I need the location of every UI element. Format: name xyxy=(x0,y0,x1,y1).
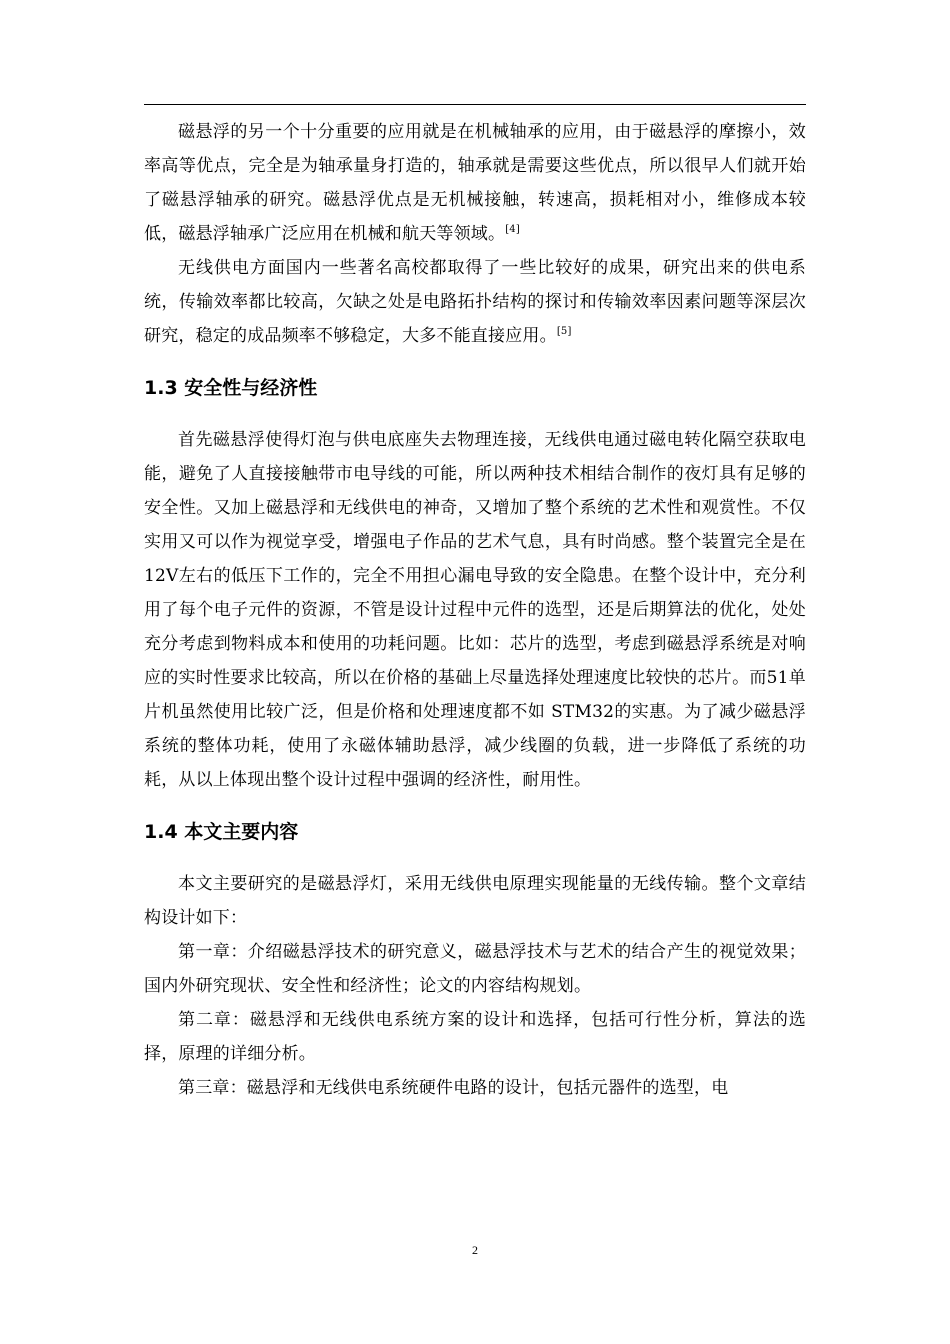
paragraph-wireless-power: 无线供电方面国内一些著名高校都取得了一些比较好的成果，研究出来的供电系统，传输效率都比较高，欠缺之处是电路拓扑结构的探讨和传输效率因素问题等深层次研究，稳定的成品频率不够稳定，大多不能直接应用。[5] xyxy=(144,258,806,346)
section-heading-1-3: 1.3 安全性与经济性 xyxy=(144,377,318,399)
paragraph-overview: 本文主要研究的是磁悬浮灯，采用无线供电原理实现能量的无线传输。整个文章结构设计如下： xyxy=(144,874,806,928)
page-content xyxy=(144,115,806,1105)
header-rule xyxy=(144,104,806,105)
citation-ref: [4] xyxy=(505,224,520,235)
citation-ref: [5] xyxy=(556,326,572,337)
paragraph-magnetic-bearing: 磁悬浮的另一个十分重要的应用就是在机械轴承的应用，由于磁悬浮的摩擦小，效率高等优点，完全是为轴承量身打造的，轴承就是需要这些优点，所以很早人们就开始了磁悬浮轴承的研究。磁悬浮优点是无机械接触，转速高，损耗相对小，维修成本较低，磁悬浮轴承广泛应用在机械和航天等领域。[4] xyxy=(144,122,806,244)
paragraph-safety-economy: 首先磁悬浮使得灯泡与供电底座失去物理连接，无线供电通过磁电转化隔空获取电能，避免了人直接接触带市电导线的可能，所以两种技术相结合制作的夜灯具有足够的安全性。又加上磁悬浮和无线供电的神奇，又增加了整个系统的艺术性和观赏性。不仅实用又可以作为视觉享受，增强电子作品的艺术气息，具有时尚感。整个装置完全是在12V左右的低压下工作的，完全不用担心漏电导致的安全隐患。在整个设计中，充分利用了每个电子元件的资源，不管是设计过程中元件的选型，还是后期算法的优化，处处充分考虑到物料成本和使用的功耗问题。比如：芯片的选型，考虑到磁悬浮系统是对响应的实时性要求比较高，所以在价格的基础上尽量选择处理速度比较快的芯片。而51单片机虽然使用比较广泛，但是价格和处理速度都不如 STM32的实惠。为了减少磁悬浮系统的整体功耗，使用了永磁体辅助悬浮，减少线圈的负载，进一步降低了系统的功耗，从以上体现出整个设计过程中强调的经济性，耐用性。 xyxy=(144,430,806,790)
page-number: 2 xyxy=(472,1243,478,1257)
paragraph-chapter-1: 第一章：介绍磁悬浮技术的研究意义，磁悬浮技术与艺术的结合产生的视觉效果；国内外研究现状、安全性和经济性；论文的内容结构规划。 xyxy=(144,942,806,996)
paragraph-chapter-2: 第二章：磁悬浮和无线供电系统方案的设计和选择，包括可行性分析，算法的选择，原理的详细分析。 xyxy=(144,1010,806,1064)
section-heading-1-4: 1.4 本文主要内容 xyxy=(144,821,299,843)
paragraph-chapter-3: 第三章：磁悬浮和无线供电系统硬件电路的设计，包括元器件的选型，电 xyxy=(178,1078,729,1098)
